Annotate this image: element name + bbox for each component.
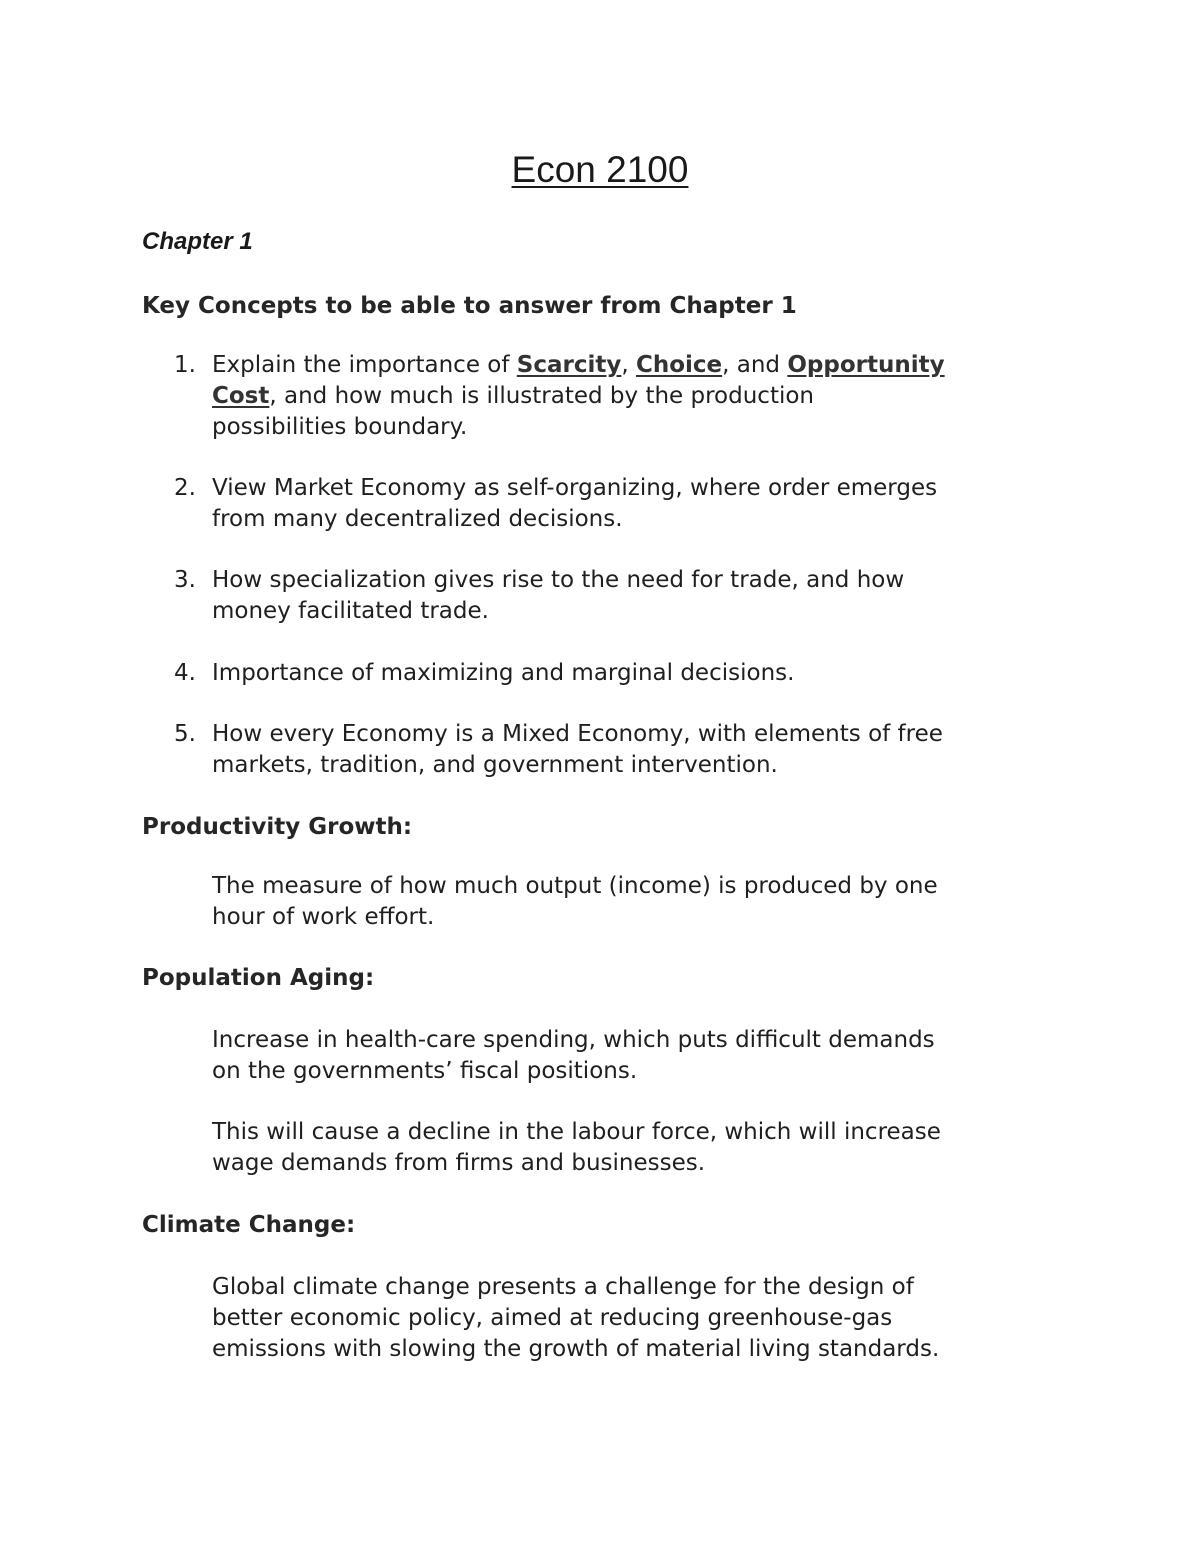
concept-line: View Market Economy as self-organizing, where order emerges: [212, 475, 938, 501]
concept-number: 2.: [174, 475, 196, 501]
paragraph-line: Increase in health-care spending, which puts difficult demands: [212, 1027, 935, 1053]
concept-item-2: [174, 473, 1072, 535]
concept-line: possibilities boundary.: [212, 414, 468, 440]
concept-line: from many decentralized decisions.: [212, 506, 623, 532]
concept-item-3: [174, 565, 1072, 627]
key-concepts-heading: Key Concepts to be able to answer from Chapter 1: [142, 293, 797, 319]
chapter-label: Chapter 1: [142, 228, 253, 255]
concept-line: money facilitated trade.: [212, 598, 489, 624]
paragraph-line: better economic policy, aimed at reducing greenhouse-gas: [212, 1305, 893, 1331]
climate-paragraph: [212, 1272, 1072, 1365]
concept-number: 5.: [174, 721, 196, 747]
concept-item-5: [174, 719, 1072, 781]
climate-heading: Climate Change:: [142, 1212, 356, 1238]
concept-number: 4.: [174, 660, 196, 686]
productivity-paragraph: [212, 871, 1072, 933]
concept-number: 3.: [174, 567, 196, 593]
paragraph-line: Global climate change presents a challenge for the design of: [212, 1274, 914, 1300]
concept-line: Importance of maximizing and marginal decisions.: [212, 660, 795, 686]
paragraph-line: This will cause a decline in the labour force, which will increase: [212, 1119, 941, 1145]
aging-paragraph-1: [212, 1025, 1072, 1087]
aging-paragraph-2: [212, 1117, 1072, 1179]
concept-number: 1.: [174, 352, 196, 378]
concept-item-1: [174, 350, 1072, 443]
concept-line: How specialization gives rise to the need for trade, and how: [212, 567, 905, 593]
term-scarcity: Scarcity: [516, 352, 622, 378]
term-cost: Cost: [212, 383, 270, 409]
paragraph-line: on the governments’ fiscal positions.: [212, 1058, 638, 1084]
concept-line: Explain the importance of Scarcity, Choice, and Opportunity: [212, 352, 945, 378]
productivity-heading: Productivity Growth:: [142, 814, 413, 840]
concept-line: markets, tradition, and government intervention.: [212, 752, 778, 778]
paragraph-line: hour of work effort.: [212, 904, 435, 930]
paragraph-line: The measure of how much output (income) is produced by one: [212, 873, 938, 899]
paragraph-line: emissions with slowing the growth of material living standards.: [212, 1336, 940, 1362]
term-choice: Choice: [635, 352, 723, 378]
term-opportunity: Opportunity: [787, 352, 945, 378]
paragraph-line: wage demands from firms and businesses.: [212, 1150, 706, 1176]
aging-heading: Population Aging:: [142, 965, 375, 991]
concept-line: How every Economy is a Mixed Economy, with elements of free: [212, 721, 943, 747]
document-title: Econ 2100: [511, 149, 689, 190]
concept-item-4: [174, 658, 1072, 689]
concept-line: Cost, and how much is illustrated by the production: [212, 383, 815, 409]
